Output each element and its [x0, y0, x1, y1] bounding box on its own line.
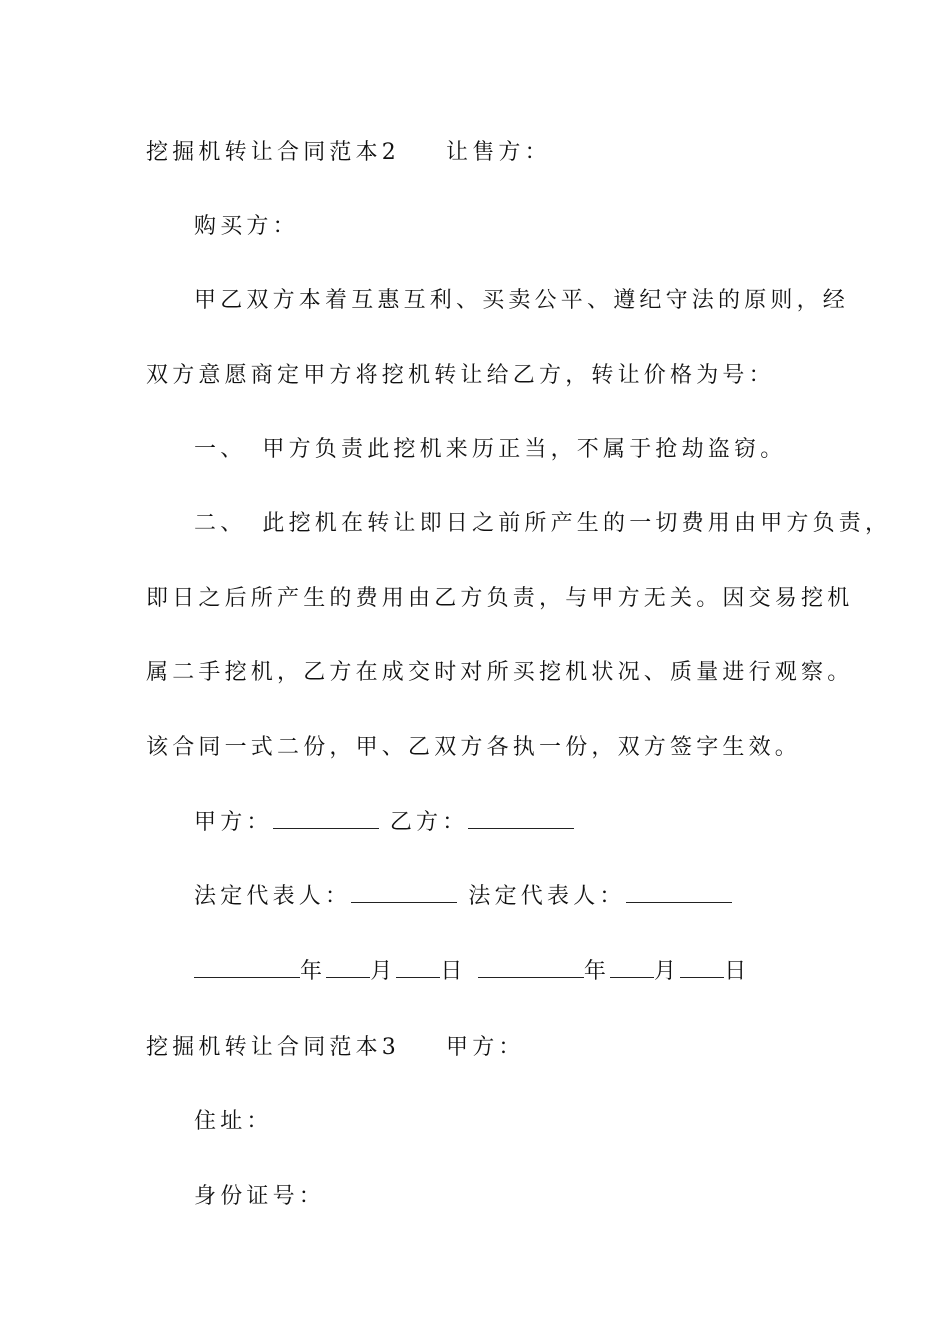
rep-a-label: 法定代表人： — [194, 884, 352, 909]
rep-a-blank — [351, 882, 457, 903]
month-a-blank — [326, 957, 370, 978]
section-2-heading-line — [146, 138, 551, 168]
section-3-heading: 挖掘机转让合同范本3 — [146, 1035, 400, 1060]
id-number-label: 身份证号： — [194, 1184, 326, 1209]
legal-rep-line — [194, 882, 732, 912]
section-3-heading-line — [146, 1033, 525, 1063]
year-a-label: 年 — [300, 959, 327, 984]
section-2-heading: 挖掘机转让合同范本2 — [146, 140, 400, 165]
day-a-label: 日 — [440, 959, 467, 984]
party-b-label: 乙方： — [389, 810, 469, 835]
signature-parties-line — [194, 808, 574, 838]
month-b-blank — [610, 957, 654, 978]
clause-2-text: 此挖机在转让即日之前所产生的一切费用由甲方负责， — [262, 511, 892, 536]
s3-party-a-label: 甲方： — [446, 1035, 525, 1060]
clause-2-number: 二、 — [194, 511, 247, 536]
date-line — [194, 957, 750, 987]
rep-b-label: 法定代表人： — [468, 884, 626, 909]
day-b-label: 日 — [724, 959, 751, 984]
party-b-blank — [468, 808, 574, 829]
month-b-label: 月 — [654, 959, 681, 984]
party-a-label: 甲方： — [194, 810, 273, 835]
seller-label: 让售方： — [446, 140, 551, 165]
party-a-blank — [273, 808, 379, 829]
year-a-blank — [194, 957, 300, 978]
year-b-blank — [478, 957, 584, 978]
paragraph-1-line-2: 双方意愿商定甲方将挖机转让给乙方，转让价格为号： — [146, 363, 775, 388]
buyer-label: 购买方： — [194, 214, 299, 239]
day-b-blank — [680, 957, 724, 978]
clause-1 — [194, 435, 786, 465]
address-label: 住址： — [194, 1109, 273, 1134]
clause-2-line-4: 该合同一式二份，甲、乙双方各执一份，双方签字生效。 — [146, 735, 802, 760]
day-a-blank — [396, 957, 440, 978]
month-a-label: 月 — [370, 959, 397, 984]
clause-2 — [194, 509, 891, 539]
clause-1-number: 一、 — [194, 437, 247, 462]
year-b-label: 年 — [583, 959, 611, 984]
clause-2-line-2: 即日之后所产生的费用由乙方负责，与甲方无关。因交易挖机 — [146, 586, 854, 611]
clause-2-line-3: 属二手挖机，乙方在成交时对所买挖机状况、质量进行观察。 — [146, 660, 854, 685]
paragraph-1-line-1: 甲乙双方本着互惠互利、买卖公平、遵纪守法的原则，经 — [194, 288, 850, 313]
rep-b-blank — [626, 882, 732, 903]
clause-1-text: 甲方负责此挖机来历正当，不属于抢劫盗窃。 — [262, 437, 787, 462]
